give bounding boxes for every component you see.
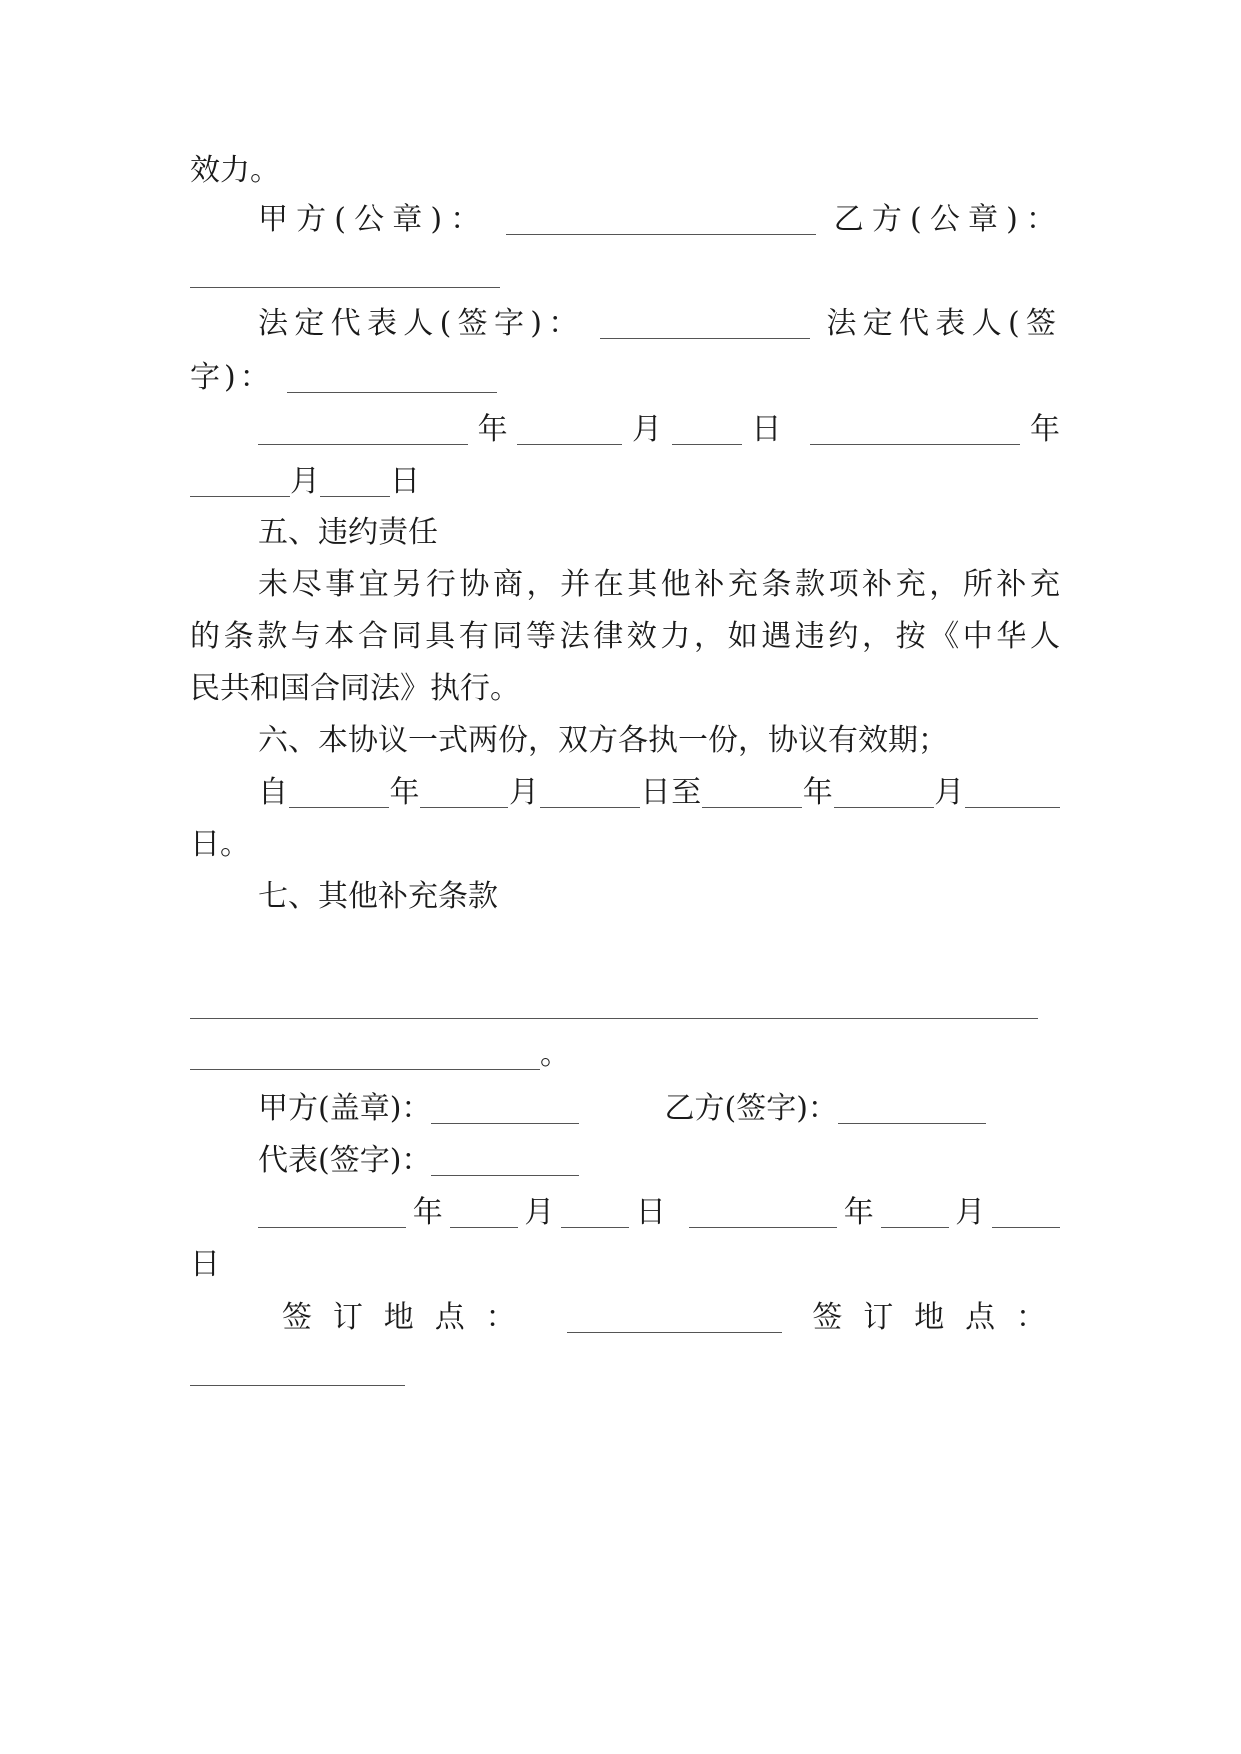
section-heading [258,511,1060,555]
year-blank[interactable] [258,414,468,445]
supplement-line [190,1033,1060,1077]
month-label: 月 [948,1195,993,1230]
representative-label: 代表(签字)： [258,1143,432,1178]
supplement-blank[interactable] [190,1039,540,1070]
party-b-legal-rep-label: 法定代表人(签 [826,306,1060,341]
term-line [258,771,1060,815]
section-heading [258,719,1060,763]
party-b-sign-blank[interactable] [838,1093,986,1124]
end-day-blank[interactable] [965,777,1060,808]
start-month-blank[interactable] [420,777,508,808]
date-cont-line [190,460,1060,504]
year-blank[interactable] [258,1197,406,1228]
month-label: 月 [517,1195,562,1230]
place-line [282,1296,1060,1340]
party-b-legal-rep-label-cont: 字)： [190,360,274,395]
supplement-blank[interactable] [190,988,1038,1019]
section-5-title: 五、违约责任 [258,515,438,550]
signing-place-blank[interactable] [567,1302,782,1333]
legal-rep-line [258,302,1060,346]
year-label: 年 [836,1195,881,1230]
end-month-blank[interactable] [834,777,934,808]
day-blank[interactable] [672,414,742,445]
party-a-seal-blank[interactable] [506,204,816,235]
section-7-title: 七、其他补充条款 [258,879,498,914]
party-b-sign-label: 乙方(签字)： [664,1091,838,1126]
day-label: 日 [190,1247,220,1282]
party-b-legal-rep-blank[interactable] [287,362,497,393]
section-6-title: 六、本协议一式两份，双方各执一份，协议有效期； [258,723,948,758]
signature-line [258,1087,1060,1131]
term-cont-line [190,823,1060,867]
paragraph-line [190,615,1060,659]
month-label: 月 [622,412,672,447]
party-b-seal-label: 乙方(公章)： [833,202,1060,237]
paragraph-text: 民共和国合同法》执行。 [190,671,520,706]
party-b-seal-blank[interactable] [190,257,500,288]
month-blank[interactable] [190,466,290,497]
month-label: 月 [933,775,965,810]
supplement-line [190,982,1060,1026]
year-label: 年 [1020,412,1061,447]
date-line [258,408,1060,452]
end-year-blank[interactable] [702,777,802,808]
paragraph-line [258,563,1060,607]
year-label: 年 [468,412,518,447]
month-blank[interactable] [450,1197,518,1228]
month-label: 月 [508,775,540,810]
month-label: 月 [290,464,320,499]
signing-place-label: 签订地点： [812,1300,1060,1335]
year-label: 年 [802,775,834,810]
year-blank[interactable] [810,414,1020,445]
representative-blank[interactable] [431,1145,579,1176]
day-label: 日 [390,464,420,499]
text-line [190,149,1060,193]
signing-place-blank[interactable] [190,1355,405,1386]
date-cont-line [190,1243,1060,1287]
party-a-legal-rep-label: 法定代表人(签字)： [258,306,585,341]
day-label: 日 [629,1195,673,1230]
start-day-blank[interactable] [540,777,640,808]
signature-line [258,1139,1060,1183]
year-blank[interactable] [689,1197,837,1228]
paragraph-text: 的条款与本合同具有同等法律效力，如遇违约，按《中华人 [190,619,1060,654]
day-blank[interactable] [561,1197,629,1228]
legal-rep-cont-line [190,356,1060,400]
day-blank[interactable] [992,1197,1060,1228]
paragraph-text: 未尽事宜另行协商，并在其他补充条款项补充，所补充 [258,567,1060,602]
year-label: 年 [388,775,421,810]
signing-place-label: 签订地点： [282,1300,537,1335]
year-label: 年 [406,1195,450,1230]
party-a-seal-blank[interactable] [431,1093,579,1124]
text-fragment: 效力。 [190,153,280,188]
day-to-label: 日至 [639,775,702,810]
party-a-legal-rep-blank[interactable] [600,308,810,339]
month-blank[interactable] [881,1197,949,1228]
party-seal-line [258,198,1060,242]
party-a-seal-label: 甲方(公章)： [258,202,489,237]
party-a-seal-label: 甲方(盖章)： [258,1091,432,1126]
place-cont-line [190,1349,1060,1393]
day-label: 日 [741,412,792,447]
start-year-blank[interactable] [289,777,389,808]
blank-line [190,251,1060,295]
day-blank[interactable] [320,466,390,497]
period: 。 [540,1037,570,1072]
date-line [258,1191,1060,1235]
paragraph-line [190,667,1060,711]
section-heading [258,875,1060,919]
month-blank[interactable] [517,414,622,445]
from-label: 自 [258,775,289,810]
day-end-label: 日。 [190,827,250,862]
